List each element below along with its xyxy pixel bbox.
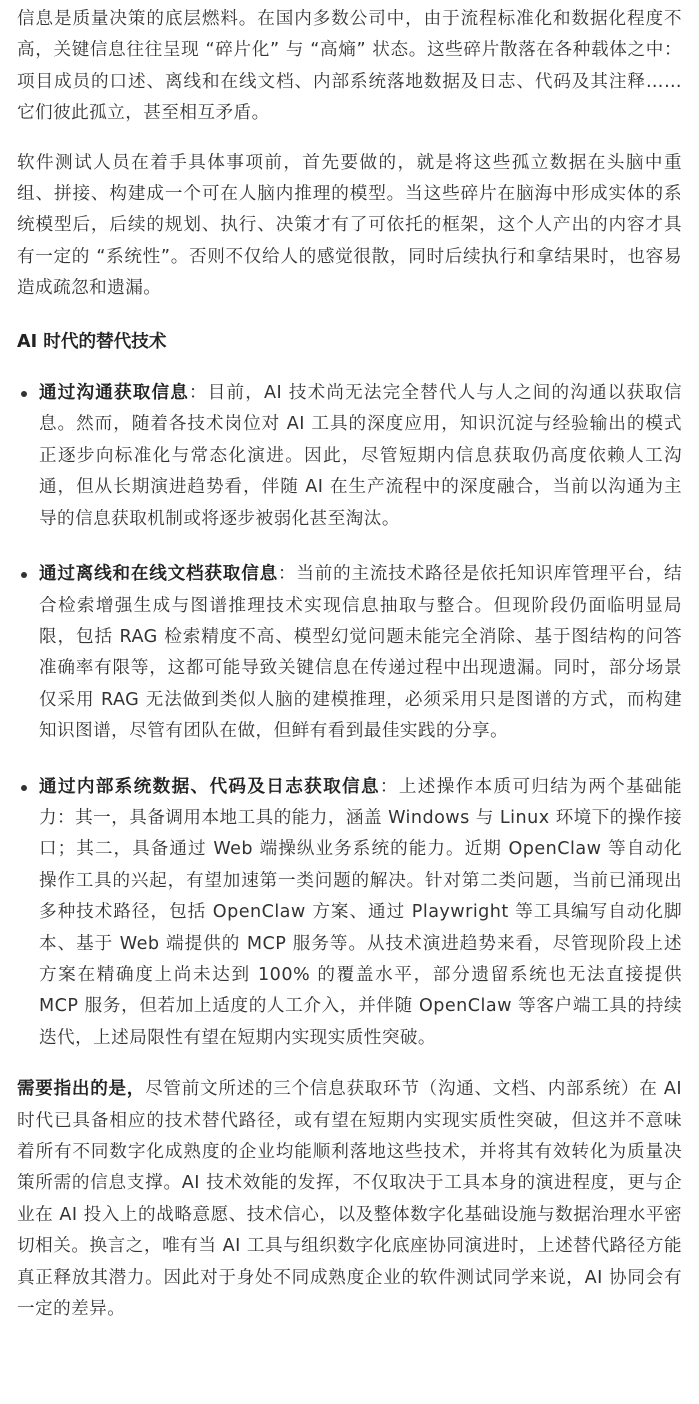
bullet-list: [17, 378, 682, 1054]
intro-paragraph: 信息是质量决策的底层燃料。在国内多数公司中，由于流程标准化和数据化程度不高，关键信息往往呈现 “碎片化” 与 “高熵” 状态。这些碎片散落在各种载体之中：项目成员的口述、离线和在线文档、内部系统落地数据及日志、代码及其注释……它们彼此孤立，甚至相互矛盾。: [17, 9, 682, 124]
section-heading: AI 时代的替代技术: [17, 331, 167, 352]
list-item: [17, 559, 682, 747]
list-item: [17, 772, 682, 1055]
list-item: [17, 378, 682, 535]
bullet-text: ：当前的主流技术路径是依托知识库管理平台，结合检索增强生成与图谱推理技术实现信息抽取与整合。但现阶段仍面临明显局限，包括 RAG 检索精度不高、模型幻觉问题未能完全消除、基于图结构的问答准确率有限等，这都可能导致关键信息在传递过程中出现遗漏。同时，部分场景仅采用 RAG 无法做到类似人脑的建模推理，必须采用只是图谱的方式，而构建知识图谱，尽管有团队在做，但鲜有看到最佳实践的分享。: [39, 564, 682, 742]
closing-lead: 需要指出的是，: [17, 1079, 146, 1100]
bullet-title: 通过沟通获取信息: [39, 383, 190, 404]
closing-paragraph: [17, 1074, 682, 1325]
bullet-text: ：上述操作本质可归结为两个基础能力：其一，具备调用本地工具的能力，涵盖 Windows 与 Linux 环境下的操作接口；其二，具备通过 Web 端操纵业务系统的能力。近期 OpenClaw 等自动化操作工具的兴起，有望加速第一类问题的解决。针对第二类问题，当前已涌现出多种技术路径，包括 OpenClaw 方案、通过 Playwright 等工具编写自动化脚本、基于 Web 端提供的 MCP 服务等。从技术演进趋势来看，尽管现阶段上述方案在精确度上尚未达到 100% 的覆盖水平，部分遗留系统也无法直接提供 MCP 服务，但若加上适度的人工介入，并伴随 OpenClaw 等客户端工具的持续迭代，上述局限性有望在短期内实现实质性突破。: [39, 776, 683, 1048]
bullet-text: ：目前，AI 技术尚无法完全替代人与人之间的沟通以获取信息。然而，随着各技术岗位对 AI 工具的深度应用，知识沉淀与经验输出的模式正逐步向标准化与常态化演进。因此，尽管短期内信息获取仍高度依赖人工沟通，但从长期演进趋势看，伴随 AI 在生产流程中的深度融合，当前以沟通为主导的信息获取机制或将逐步被弱化甚至淘汰。: [39, 383, 683, 529]
bullet-title: 通过离线和在线文档获取信息: [39, 564, 278, 585]
modeling-paragraph: 软件测试人员在着手具体事项前，首先要做的，就是将这些孤立数据在头脑中重组、拼接、构建成一个可在人脑内推理的模型。当这些碎片在脑海中形成实体的系统模型后，后续的规划、执行、决策才有了可依托的框架，这个人产出的内容才具有一定的 “系统性”。否则不仅给人的感觉很散，同时后续执行和拿结果时，也容易造成疏忽和遗漏。: [17, 152, 682, 299]
bullet-dot-icon: [21, 785, 27, 791]
bullet-dot-icon: [21, 391, 27, 397]
bullet-title: 通过内部系统数据、代码及日志获取信息: [39, 776, 380, 797]
bullet-dot-icon: [21, 572, 27, 578]
closing-text: 尽管前文所述的三个信息获取环节（沟通、文档、内部系统）在 AI 时代已具备相应的技术替代路径，或有望在短期内实现实质性突破，但这并不意味着所有不同数字化成熟度的企业均能顺利落地这些技术，并将其有效转化为质量决策所需的信息支撑。AI 技术效能的发挥，不仅取决于工具本身的演进程度，更与企业在 AI 投入上的战略意愿、技术信心，以及整体数字化基础设施与数据治理水平密切相关。换言之，唯有当 AI 工具与组织数字化底座协同演进时，上述替代路径方能真正释放其潜力。因此对于身处不同成熟度企业的软件测试同学来说，AI 协同会有一定的差异。: [17, 1079, 682, 1320]
